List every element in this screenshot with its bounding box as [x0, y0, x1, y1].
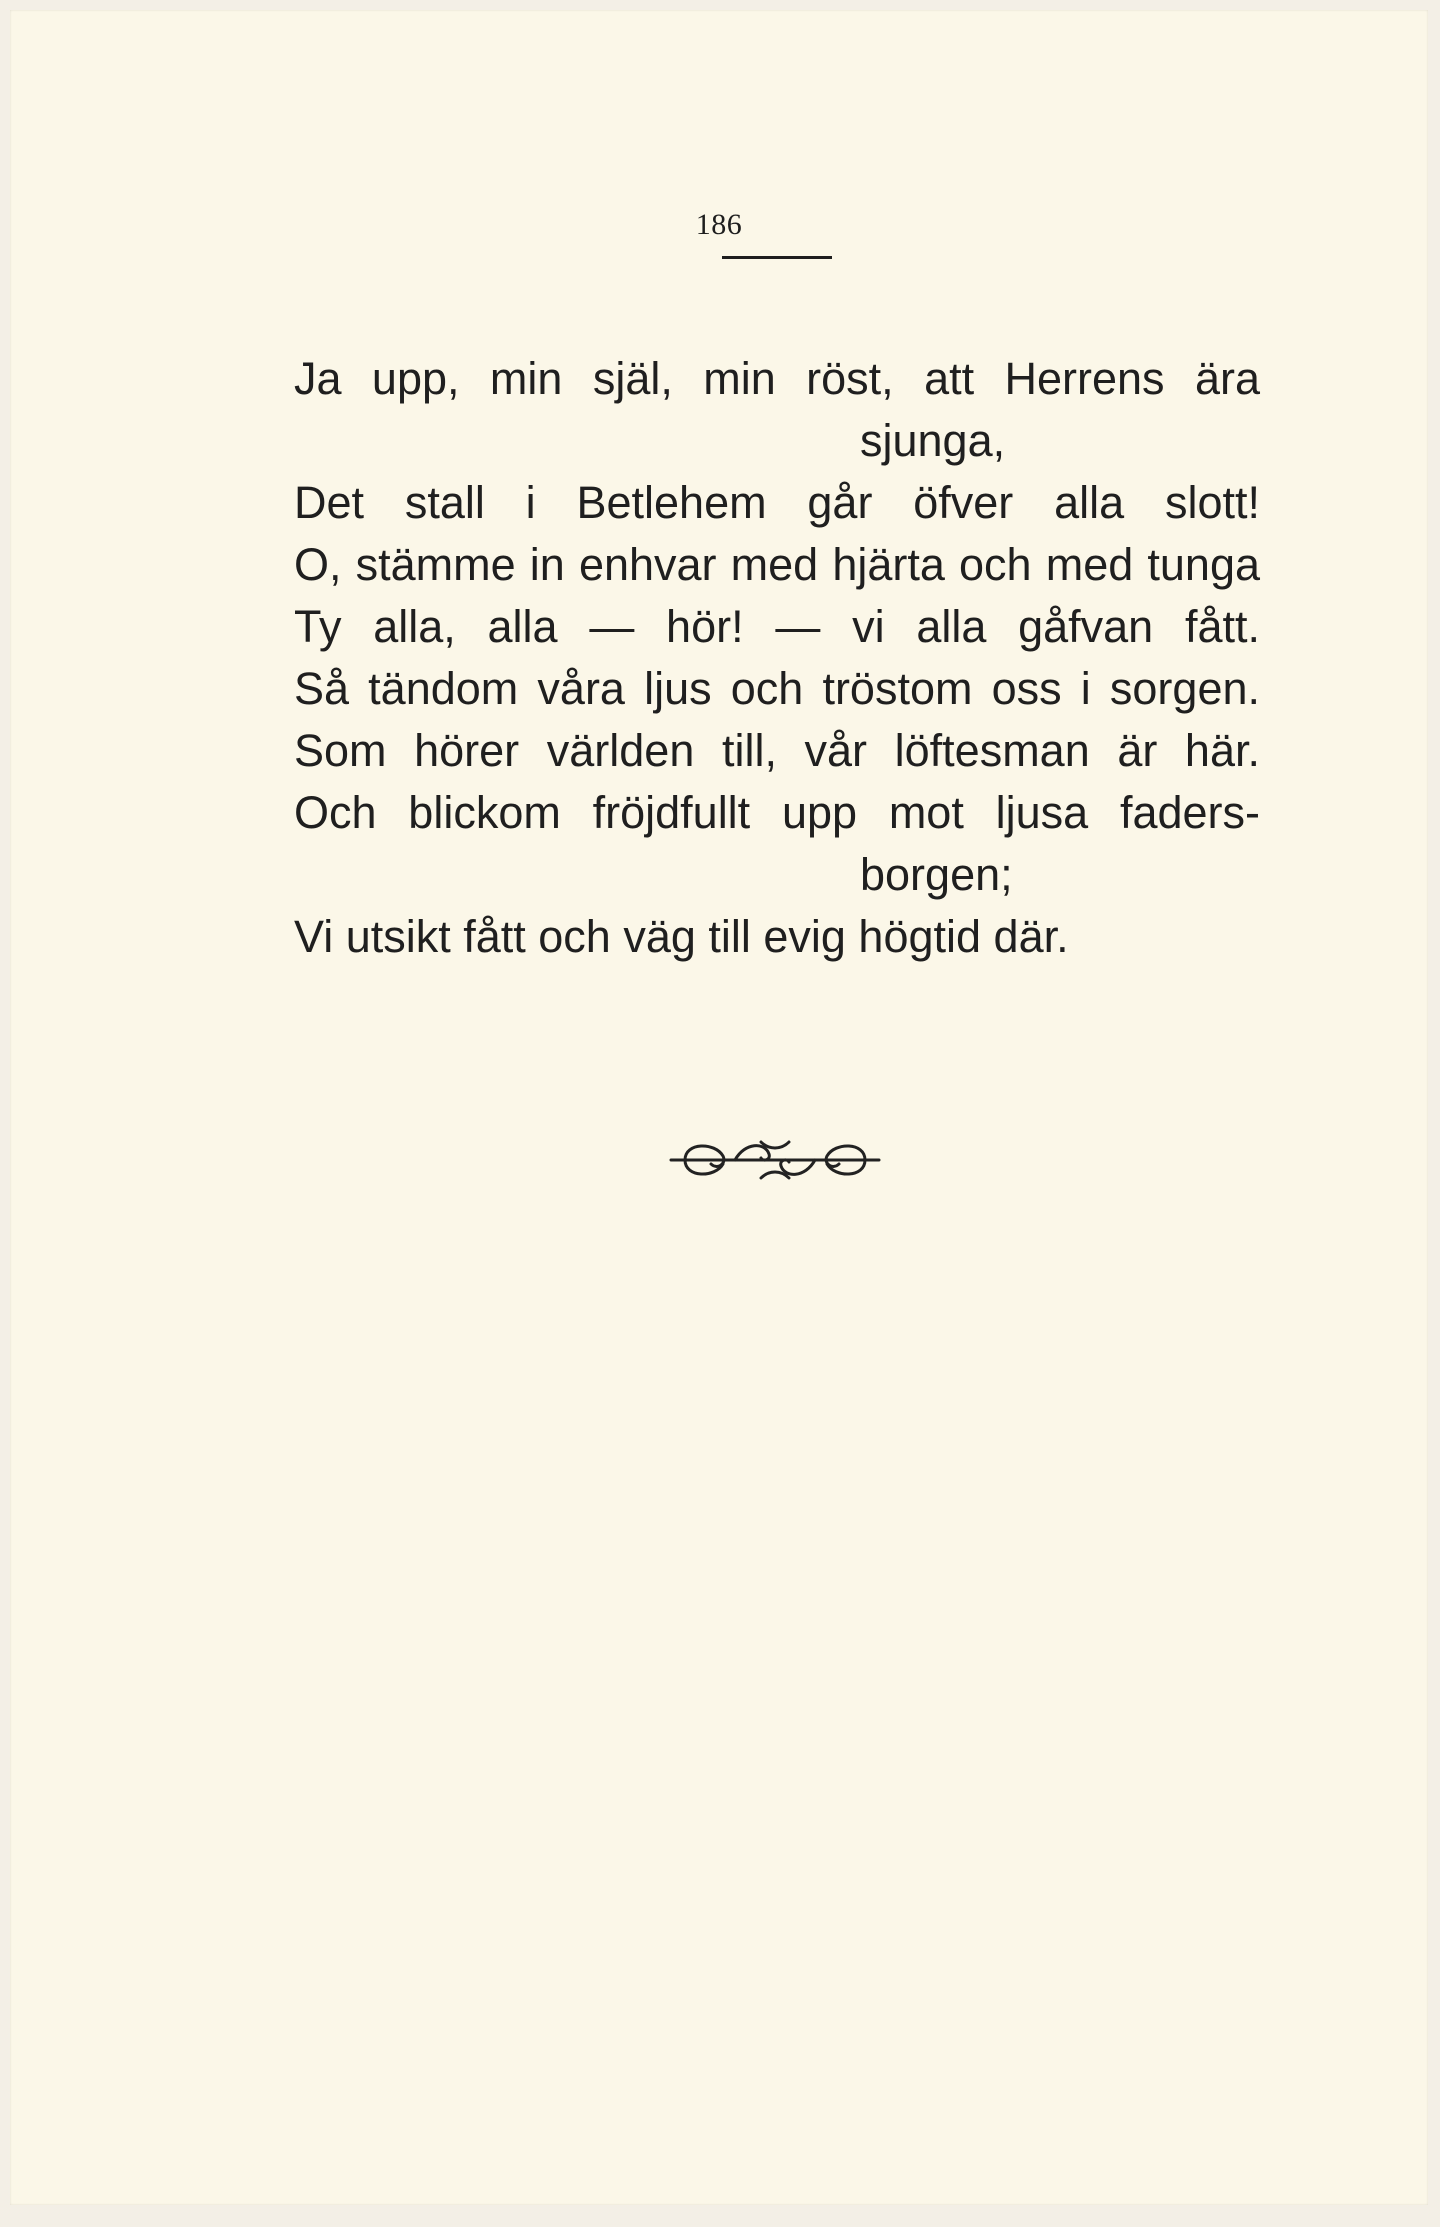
poem-line: Det stall i Betlehem går öfver alla slott! [294, 477, 1260, 528]
poem-line: Så tändom våra ljus och tröstom oss i sorgen. [294, 663, 1260, 714]
page-number: 186 [695, 208, 743, 241]
scroll-ornament-icon [665, 1130, 885, 1190]
poem-line: Och blickom fröjdfullt upp mot ljusa faders- [294, 787, 1260, 838]
poem-line-continuation: borgen; [860, 849, 1013, 900]
poem-line: Som hörer världen till, vår löftesman är här. [294, 725, 1260, 776]
poem-line: Ty alla, alla — hör! — vi alla gåfvan fått. [294, 601, 1260, 652]
book-page [10, 10, 1428, 2205]
poem-line: Vi utsikt fått och väg till evig högtid där. [294, 911, 1069, 962]
poem-text [294, 348, 1260, 968]
poem-line: O, stämme in enhvar med hjärta och med tunga [294, 539, 1260, 590]
page-number-underline [722, 256, 832, 259]
poem-line: Ja upp, min själ, min röst, att Herrens ära [294, 353, 1260, 404]
poem-line-continuation: sjunga, [860, 415, 1006, 466]
